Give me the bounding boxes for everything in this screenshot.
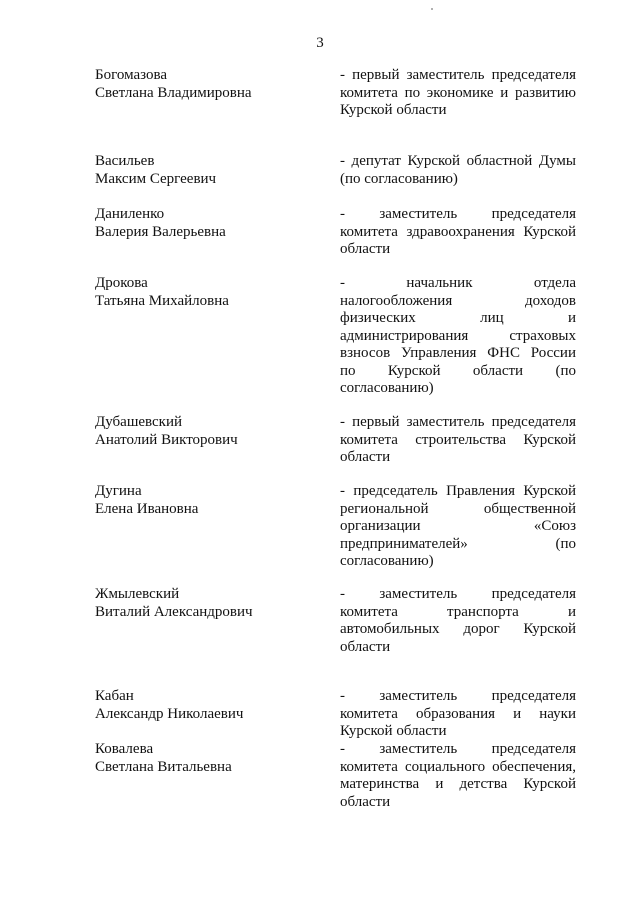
member-surname: Богомазова: [95, 67, 168, 83]
member-role: [340, 206, 576, 259]
role-line: материнства и детства Курской: [340, 776, 576, 792]
member-surname: Дубашевский: [95, 414, 183, 430]
role-line: - депутат Курской областной Думы: [340, 153, 576, 169]
role-line: области: [340, 449, 391, 465]
member-role: [340, 741, 576, 811]
member-given-names: Валерия Валерьевна: [95, 223, 226, 240]
role-line: комитета строительства Курской: [340, 431, 576, 448]
member-name: [95, 275, 325, 310]
role-line: - заместитель председателя: [340, 586, 576, 602]
role-line: администрирования страховых: [340, 327, 576, 344]
role-line: физических лиц и: [340, 310, 576, 326]
member-surname: Кабан: [95, 688, 134, 704]
role-line: области: [340, 793, 391, 810]
role-line: согласованию): [340, 553, 434, 569]
member-surname: Даниленко: [95, 206, 165, 222]
member-name: [95, 67, 325, 102]
member-name: [95, 741, 325, 776]
role-line: - первый заместитель председателя: [340, 67, 576, 83]
role-line: - заместитель председателя: [340, 688, 576, 704]
role-line: - заместитель председателя: [340, 206, 576, 222]
role-line: предпринимателей» (по: [340, 535, 576, 552]
role-line: - заместитель председателя: [340, 741, 576, 757]
member-role: [340, 688, 576, 741]
member-given-names: Татьяна Михайловна: [95, 292, 229, 309]
scan-speck: [431, 8, 433, 10]
role-line: Курской области: [340, 723, 447, 739]
role-line: - первый заместитель председателя: [340, 414, 576, 430]
role-line: комитета транспорта и: [340, 603, 576, 620]
member-surname: Ковалева: [95, 741, 154, 757]
member-role: [340, 414, 576, 467]
member-surname: Васильев: [95, 153, 155, 169]
member-surname: Жмылевский: [95, 586, 180, 602]
member-role: [340, 586, 576, 656]
member-given-names: Светлана Витальевна: [95, 758, 232, 775]
role-line: области: [340, 241, 391, 257]
member-given-names: Светлана Владимировна: [95, 84, 252, 101]
role-line: комитета социального обеспечения,: [340, 758, 576, 775]
role-line: налогообложения доходов: [340, 292, 576, 309]
role-line: области: [340, 638, 391, 655]
member-given-names: Анатолий Викторович: [95, 431, 238, 448]
role-line: (по согласованию): [340, 170, 458, 187]
member-given-names: Максим Сергеевич: [95, 170, 217, 187]
member-given-names: Виталий Александрович: [95, 603, 253, 620]
member-surname: Дугина: [95, 483, 142, 499]
member-name: [95, 688, 325, 723]
member-name: [95, 206, 325, 241]
member-given-names: Александр Николаевич: [95, 705, 244, 722]
role-line: комитета образования и науки: [340, 705, 576, 722]
member-role: [340, 67, 576, 120]
member-role: [340, 153, 576, 188]
role-line: комитета по экономике и развитию: [340, 84, 576, 101]
role-line: региональной общественной: [340, 500, 576, 517]
member-given-names: Елена Ивановна: [95, 500, 199, 517]
member-surname: Дрокова: [95, 275, 148, 291]
role-line: Курской области: [340, 102, 447, 118]
role-line: - председатель Правления Курской: [340, 483, 576, 499]
member-name: [95, 414, 325, 449]
member-name: [95, 483, 325, 518]
member-role: [340, 275, 576, 398]
role-line: организации «Союз: [340, 518, 576, 534]
member-name: [95, 153, 325, 188]
member-role: [340, 483, 576, 571]
member-name: [95, 586, 325, 621]
role-line: - начальник отдела: [340, 275, 576, 291]
role-line: автомобильных дорог Курской: [340, 621, 576, 637]
page-number: 3: [316, 35, 324, 51]
role-line: по Курской области (по: [340, 362, 576, 379]
role-line: комитета здравоохранения Курской: [340, 223, 576, 240]
role-line: согласованию): [340, 380, 434, 396]
role-line: взносов Управления ФНС России: [340, 345, 576, 361]
